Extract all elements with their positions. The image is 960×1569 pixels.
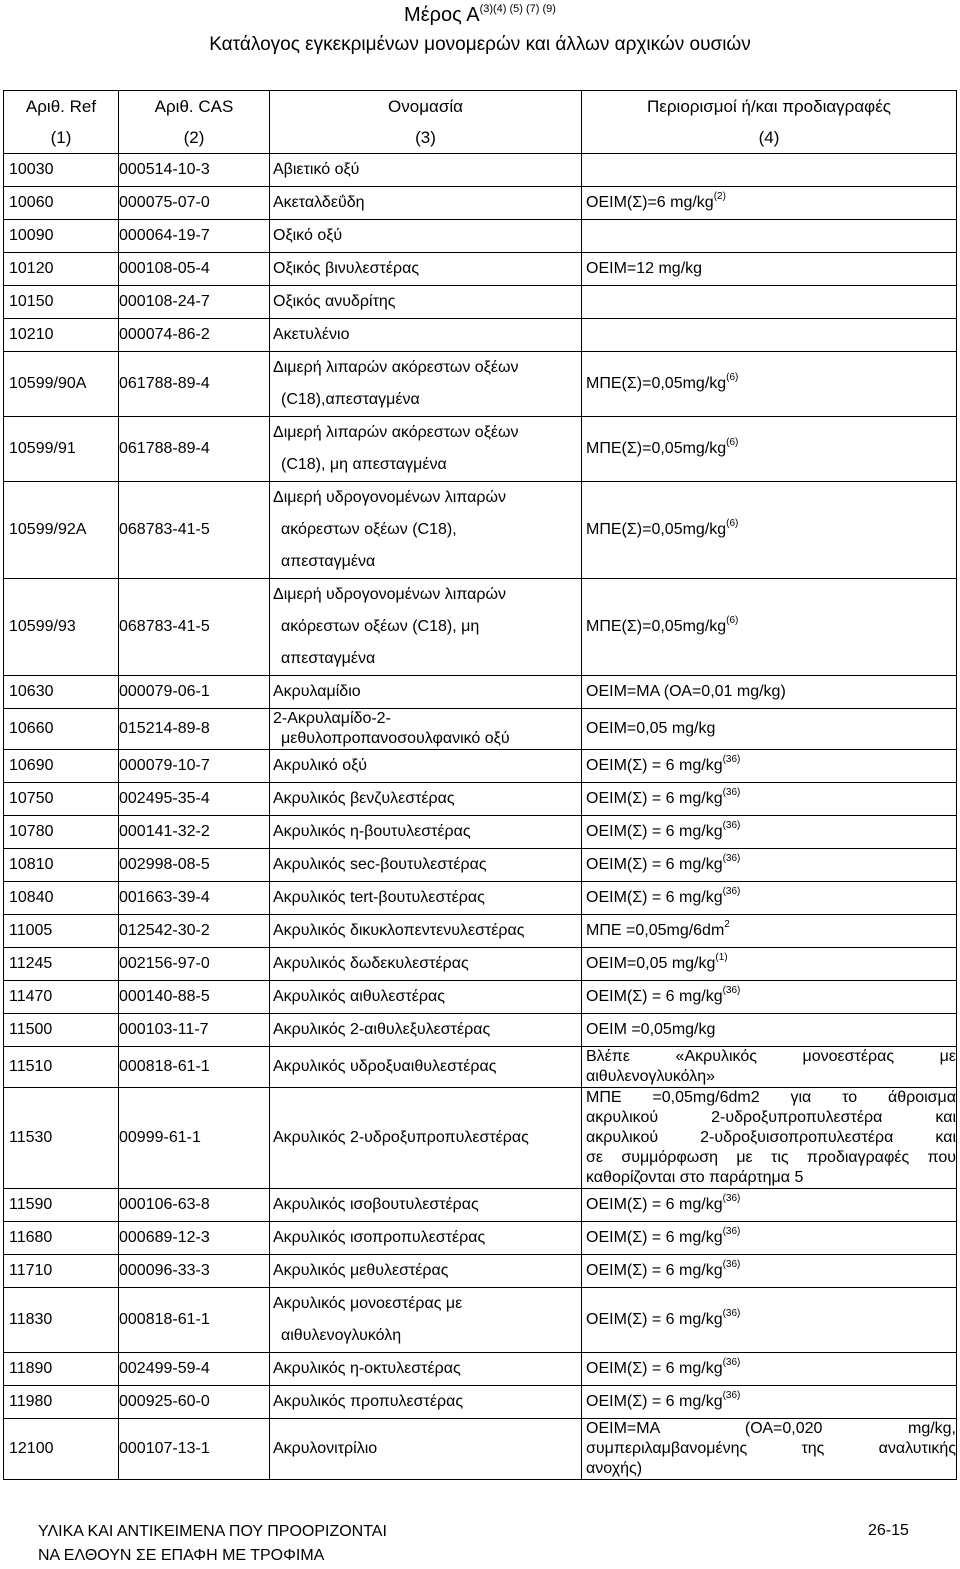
substance-name-line: Αβιετικό οξύ <box>273 161 360 178</box>
table-row <box>4 750 957 783</box>
restriction-line: ΟΕΙΜ=ΜΑ (ΟΑ=0,020 mg/kg, <box>586 1420 956 1437</box>
restriction-line: ακρυλικού 2-υδροξυπροπυλεστέρα και <box>586 1109 956 1126</box>
footnote-ref: (6) <box>726 518 739 529</box>
cas-number: 000107-13-1 <box>119 1419 270 1480</box>
footnote-ref: (36) <box>722 1390 741 1401</box>
cas-number: 00999-61-1 <box>119 1088 270 1189</box>
substance-name-line: Ακρυλικός η-βουτυλεστέρας <box>273 823 471 840</box>
substance-name <box>270 882 582 915</box>
ref-number: 10840 <box>4 882 119 915</box>
substance-name-line: Διμερή λιπαρών ακόρεστων οξέων <box>273 424 519 441</box>
substance-name <box>270 352 582 417</box>
footnote-ref: (36) <box>722 787 741 798</box>
restriction-line: ΟΕΙΜ(Σ) = 6 $mg/kg^{(36)}$ <box>586 1308 741 1328</box>
ref-number: 10210 <box>4 319 119 352</box>
cas-number: 000140-88-5 <box>119 981 270 1014</box>
cas-number: 068783-41-5 <box>119 482 270 579</box>
substance-name <box>270 1047 582 1088</box>
table-row <box>4 1386 957 1419</box>
substance-name <box>270 154 582 187</box>
substance-name-line: ακόρεστων οξέων (C18), μη <box>281 618 480 635</box>
restriction <box>582 482 957 579</box>
substance-name <box>270 1386 582 1419</box>
cas-number: 001663-39-4 <box>119 882 270 915</box>
page-subtitle: Κατάλογος εγκεκριμένων μονομερών και άλλων αρχικών ουσιών <box>209 34 751 55</box>
cas-number: 002495-35-4 <box>119 783 270 816</box>
ref-number: 10599/92A <box>4 482 119 579</box>
restriction <box>582 417 957 482</box>
footnote-ref: (1) <box>715 952 728 963</box>
footer-line-1: ΥΛΙΚΑ ΚΑΙ ΑΝΤΙΚΕΙΜΕΝΑ ΠΟΥ ΠΡΟΟΡΙΖΟΝΤΑΙ <box>38 1523 387 1540</box>
restriction-line: ΟΕΙΜ(Σ) = 6 $mg/kg^{(36)}$ <box>586 853 741 873</box>
ref-number: 10150 <box>4 286 119 319</box>
cas-number: 000514-10-3 <box>119 154 270 187</box>
restriction-line: ΟΕΙΜ(Σ) = 6 $mg/kg^{(36)}$ <box>586 787 741 807</box>
cas-number: 002156-97-0 <box>119 948 270 981</box>
restriction <box>582 676 957 709</box>
table-row <box>4 882 957 915</box>
substance-name <box>270 1288 582 1353</box>
substance-name <box>270 981 582 1014</box>
restriction <box>582 1222 957 1255</box>
substance-name-line: αιθυλενογλυκόλη <box>281 1327 402 1344</box>
ref-number: 11530 <box>4 1088 119 1189</box>
substance-name-line: Οξικό οξύ <box>273 227 343 244</box>
ref-number: 10030 <box>4 154 119 187</box>
table-row <box>4 187 957 220</box>
ref-number: 11980 <box>4 1386 119 1419</box>
restriction-line: $M\Pi E(\Sigma)=0,05mg/kg^{(6)}$ <box>586 615 739 635</box>
restriction-line: ΟΕΙΜ(Σ) = 6 $mg/kg^{(36)}$ <box>586 1259 741 1279</box>
cas-number: 000141-32-2 <box>119 816 270 849</box>
ref-number: 10599/90A <box>4 352 119 417</box>
page-title: Μέρος $A^{(3)(4) (5) (7) (9)}$ <box>404 3 556 26</box>
substance-name-line: Ακρυλικός βενζυλεστέρας <box>273 790 455 807</box>
restriction <box>582 981 957 1014</box>
ref-number: 12100 <box>4 1419 119 1480</box>
substance-name-line: Ακρυλικός ισοβουτυλεστέρας <box>273 1196 479 1213</box>
restriction <box>582 915 957 948</box>
ref-number: 11590 <box>4 1189 119 1222</box>
header-name: Ονομασία (3) <box>270 91 582 154</box>
restriction-line: ΟΕΙΜ(Σ) = 6 $mg/kg^{(36)}$ <box>586 1357 741 1377</box>
substance-name-line: Ακρυλικός ισοπροπυλεστέρας <box>273 1229 486 1246</box>
substance-name-line: Ακρυλικός προπυλεστέρας <box>273 1393 464 1410</box>
substance-name <box>270 1353 582 1386</box>
ref-number: 11710 <box>4 1255 119 1288</box>
cas-number: 000106-63-8 <box>119 1189 270 1222</box>
restriction-line: ΟΕΙΜ=0,05 mg/kg <box>586 720 716 737</box>
footnote-ref: (36) <box>722 1308 741 1319</box>
substance-name-line: Διμερή λιπαρών ακόρεστων οξέων <box>273 359 519 376</box>
restriction <box>582 154 957 187</box>
cas-number: 000079-10-7 <box>119 750 270 783</box>
table-row <box>4 286 957 319</box>
restriction-line: ανοχής) <box>586 1460 643 1477</box>
substance-name <box>270 1189 582 1222</box>
cas-number: 000818-61-1 <box>119 1047 270 1088</box>
restriction-line: αιθυλενογλυκόλη» <box>586 1068 716 1085</box>
table-row <box>4 1014 957 1047</box>
cas-number: 015214-89-8 <box>119 709 270 750</box>
cas-number: 000096-33-3 <box>119 1255 270 1288</box>
restriction-line: ΟΕΙΜ(Σ) = 6 $mg/kg^{(36)}$ <box>586 886 741 906</box>
ref-number: 10599/91 <box>4 417 119 482</box>
substance-name <box>270 948 582 981</box>
substance-name <box>270 482 582 579</box>
table-row <box>4 676 957 709</box>
cas-number: 000074-86-2 <box>119 319 270 352</box>
restriction <box>582 1386 957 1419</box>
ref-number: 11500 <box>4 1014 119 1047</box>
table-row <box>4 816 957 849</box>
restriction <box>582 1353 957 1386</box>
footnote-ref: (36) <box>722 853 741 864</box>
ref-number: 10750 <box>4 783 119 816</box>
substance-name-line: Οξικός ανυδρίτης <box>273 293 396 310</box>
table-header-row <box>4 91 957 154</box>
substance-name <box>270 709 582 750</box>
header-ref: Αριθ. Ref (1) <box>4 91 119 154</box>
cas-number: 000064-19-7 <box>119 220 270 253</box>
substance-name <box>270 220 582 253</box>
restriction <box>582 1014 957 1047</box>
restriction <box>582 849 957 882</box>
substance-name <box>270 750 582 783</box>
cas-number: 000689-12-3 <box>119 1222 270 1255</box>
restriction-line: ΟΕΙΜ=ΜΑ (ΟΑ=0,01 mg/kg) <box>586 683 786 700</box>
substance-name-line: Διμερή υδρογονομένων λιπαρών <box>273 586 506 603</box>
ref-number: 10810 <box>4 849 119 882</box>
ref-number: 10690 <box>4 750 119 783</box>
restriction <box>582 948 957 981</box>
restriction <box>582 319 957 352</box>
substance-name <box>270 1014 582 1047</box>
substance-name-line: απεσταγμένα <box>281 650 376 667</box>
substance-name-line: (C18), μη απεσταγμένα <box>281 456 447 473</box>
footnote-ref: (36) <box>722 1226 741 1237</box>
table-row <box>4 352 957 417</box>
substance-name-line: Ακρυλονιτρίλιο <box>273 1440 378 1457</box>
table-row <box>4 981 957 1014</box>
table-row <box>4 948 957 981</box>
restriction-line: ΟΕΙΜ(Σ) = 6 $mg/kg^{(36)}$ <box>586 1226 741 1246</box>
substance-name-line: Ακρυλικό οξύ <box>273 757 368 774</box>
table-row <box>4 1189 957 1222</box>
cas-number: 000079-06-1 <box>119 676 270 709</box>
table-row <box>4 253 957 286</box>
substance-name-line: μεθυλοπροπανοσουλφανικό οξύ <box>281 730 510 747</box>
title-notes: (3)(4) (5) (7) (9) <box>479 3 556 15</box>
ref-number: 10060 <box>4 187 119 220</box>
substance-name-line: (C18),απεσταγμένα <box>281 391 420 408</box>
substance-name-line: Ακρυλικός δικυκλοπεντενυλεστέρας <box>273 922 525 939</box>
ref-number: 10660 <box>4 709 119 750</box>
cas-number: 002998-08-5 <box>119 849 270 882</box>
substance-name-line: Ακρυλικός αιθυλεστέρας <box>273 988 445 1005</box>
restriction <box>582 187 957 220</box>
substance-name <box>270 1222 582 1255</box>
cas-number: 068783-41-5 <box>119 579 270 676</box>
substances-table <box>3 90 957 1480</box>
restriction-line: σε συμμόρφωση με τις προδιαγραφές που <box>586 1149 956 1166</box>
cas-number: 002499-59-4 <box>119 1353 270 1386</box>
restriction <box>582 220 957 253</box>
cas-number: 061788-89-4 <box>119 417 270 482</box>
restriction <box>582 286 957 319</box>
substance-name-line: Ακρυλαμίδιο <box>273 683 361 700</box>
restriction-line: ΟΕΙΜ=0,05 $mg/kg^{(1)}$ <box>586 952 728 972</box>
restriction-line: συμπεριλαμβανομένης της αναλυτικής <box>586 1440 956 1457</box>
cas-number: 000108-24-7 <box>119 286 270 319</box>
restriction-line: ΟΕΙΜ(Σ)=6 $mg/kg^{(2)}$ <box>586 191 726 211</box>
table-row <box>4 915 957 948</box>
ref-number: 10090 <box>4 220 119 253</box>
footnote-ref: (6) <box>726 615 739 626</box>
substance-name-line: Ακρυλικός tert-βουτυλεστέρας <box>273 889 485 906</box>
ref-number: 11830 <box>4 1288 119 1353</box>
substance-name <box>270 187 582 220</box>
substance-name-line: Ακρυλικός μονοεστέρας με <box>273 1295 463 1312</box>
footer-line-2: ΝΑ ΕΛΘΟΥΝ ΣΕ ΕΠΑΦΗ ΜΕ ΤΡΟΦΙΜΑ <box>38 1547 325 1564</box>
restriction <box>582 579 957 676</box>
restriction-line: ΟΕΙΜ=12 mg/kg <box>586 260 703 277</box>
substance-name <box>270 253 582 286</box>
ref-number: 11890 <box>4 1353 119 1386</box>
header-cas: Αριθ. CAS (2) <box>119 91 270 154</box>
table-row <box>4 1088 957 1189</box>
restriction <box>582 1088 957 1189</box>
footnote-ref: (36) <box>722 886 741 897</box>
ref-number: 11470 <box>4 981 119 1014</box>
restriction-line: καθορίζονται στο παράρτημα 5 <box>586 1169 804 1186</box>
restriction-line: ακρυλικού 2-υδροξυισοπροπυλεστέρα και <box>586 1129 956 1146</box>
ref-number: 10120 <box>4 253 119 286</box>
table-row <box>4 1288 957 1353</box>
restriction-line: ΟΕΙΜ(Σ) = 6 $mg/kg^{(36)}$ <box>586 754 741 774</box>
substance-name-line: Ακρυλικός 2-αιθυλεξυλεστέρας <box>273 1021 491 1038</box>
ref-number: 11680 <box>4 1222 119 1255</box>
table-row <box>4 417 957 482</box>
substance-name-line: Διμερή υδρογονομένων λιπαρών <box>273 489 506 506</box>
restriction <box>582 882 957 915</box>
restriction <box>582 750 957 783</box>
restriction-line: ΟΕΙΜ =0,05mg/kg <box>586 1021 716 1038</box>
footnote-ref: (36) <box>722 754 741 765</box>
restriction <box>582 1288 957 1353</box>
substance-name <box>270 1255 582 1288</box>
substance-name-line: Ακρυλικός δωδεκυλεστέρας <box>273 955 469 972</box>
restriction-line: ΟΕΙΜ(Σ) = 6 $mg/kg^{(36)}$ <box>586 1193 741 1213</box>
substance-name-line: Ακρυλικός μεθυλεστέρας <box>273 1262 449 1279</box>
ref-number: 11510 <box>4 1047 119 1088</box>
ref-number: 11005 <box>4 915 119 948</box>
substance-name <box>270 286 582 319</box>
restriction <box>582 253 957 286</box>
cas-number: 000818-61-1 <box>119 1288 270 1353</box>
restriction <box>582 783 957 816</box>
restriction <box>582 352 957 417</box>
substance-name-line: Οξικός βινυλεστέρας <box>273 260 420 277</box>
cas-number: 000075-07-0 <box>119 187 270 220</box>
footnote-ref: (36) <box>722 1259 741 1270</box>
cas-number: 061788-89-4 <box>119 352 270 417</box>
substance-name <box>270 915 582 948</box>
restriction-line: ΜΠΕ =0,05mg/6dm2 για το άθροισμα <box>586 1089 956 1106</box>
restriction-line: $M\Pi E(\Sigma)=0,05mg/kg^{(6)}$ <box>586 372 739 392</box>
restriction <box>582 1047 957 1088</box>
footnote-ref: (36) <box>722 1357 741 1368</box>
restriction-line: $M\Pi E =0,05mg/6dm^2$ <box>586 919 730 939</box>
table-row <box>4 1353 957 1386</box>
substance-name-line: Ακρυλικός η-οκτυλεστέρας <box>273 1360 461 1377</box>
ref-number: 10780 <box>4 816 119 849</box>
header-limits: Περιορισμοί ή/και προδιαγραφές (4) <box>582 91 957 154</box>
restriction <box>582 1419 957 1480</box>
table-row <box>4 220 957 253</box>
restriction-line: $M\Pi E(\Sigma)=0,05mg/kg^{(6)}$ <box>586 518 739 538</box>
table-row <box>4 482 957 579</box>
footer <box>38 1520 387 1568</box>
cas-number: 000103-11-7 <box>119 1014 270 1047</box>
restriction <box>582 1189 957 1222</box>
table-row <box>4 154 957 187</box>
footnote-ref: (36) <box>722 985 741 996</box>
substance-name-line: Ακετυλένιο <box>273 326 350 343</box>
footnote-ref: (6) <box>726 372 739 383</box>
cas-number: 012542-30-2 <box>119 915 270 948</box>
restriction-line: $M\Pi E(\Sigma)=0,05mg/kg^{(6)}$ <box>586 437 739 457</box>
footnote-ref: (6) <box>726 437 739 448</box>
substance-name <box>270 1088 582 1189</box>
substance-name-line: απεσταγμένα <box>281 553 376 570</box>
cas-number: 000108-05-4 <box>119 253 270 286</box>
restriction-line: ΟΕΙΜ(Σ) = 6 $mg/kg^{(36)}$ <box>586 985 741 1005</box>
substance-name-line: Ακρυλικός sec-βουτυλεστέρας <box>273 856 487 873</box>
table-row <box>4 1255 957 1288</box>
substance-name <box>270 319 582 352</box>
table-row <box>4 1222 957 1255</box>
restriction <box>582 816 957 849</box>
table-body <box>4 154 957 1480</box>
table-row <box>4 1047 957 1088</box>
substance-name-line: 2-Ακρυλαμίδο-2- <box>273 710 391 727</box>
footnote-ref: (2) <box>713 191 726 202</box>
table-row <box>4 849 957 882</box>
substance-name <box>270 783 582 816</box>
substance-name-line: ακόρεστων οξέων (C18), <box>281 521 457 538</box>
ref-number: 10599/93 <box>4 579 119 676</box>
table-row <box>4 1419 957 1480</box>
restriction-line: ΟΕΙΜ(Σ) = 6 $mg/kg^{(36)}$ <box>586 1390 741 1410</box>
substance-name <box>270 417 582 482</box>
substance-name <box>270 579 582 676</box>
substance-name-line: Ακρυλικός 2-υδροξυπροπυλεστέρας <box>273 1129 529 1146</box>
table-row <box>4 709 957 750</box>
substance-name-line: Ακρυλικός υδροξυαιθυλεστέρας <box>273 1058 497 1075</box>
footnote-ref: (36) <box>722 1193 741 1204</box>
restriction <box>582 1255 957 1288</box>
table-row <box>4 319 957 352</box>
substance-name <box>270 1419 582 1480</box>
substance-name-line: Ακεταλδεΰδη <box>273 194 365 211</box>
table-row <box>4 783 957 816</box>
restriction-line: ΟΕΙΜ(Σ) = 6 $mg/kg^{(36)}$ <box>586 820 741 840</box>
substance-name <box>270 676 582 709</box>
substance-name <box>270 816 582 849</box>
table-row <box>4 579 957 676</box>
footnote-ref: (36) <box>722 820 741 831</box>
ref-number: 10630 <box>4 676 119 709</box>
ref-number: 11245 <box>4 948 119 981</box>
page-number: 26-15 <box>868 1522 909 1539</box>
restriction <box>582 709 957 750</box>
footnote-ref: 2 <box>724 919 730 930</box>
substance-name <box>270 849 582 882</box>
restriction-line: Βλέπε «Ακρυλικός μονοεστέρας με <box>586 1048 956 1065</box>
cas-number: 000925-60-0 <box>119 1386 270 1419</box>
